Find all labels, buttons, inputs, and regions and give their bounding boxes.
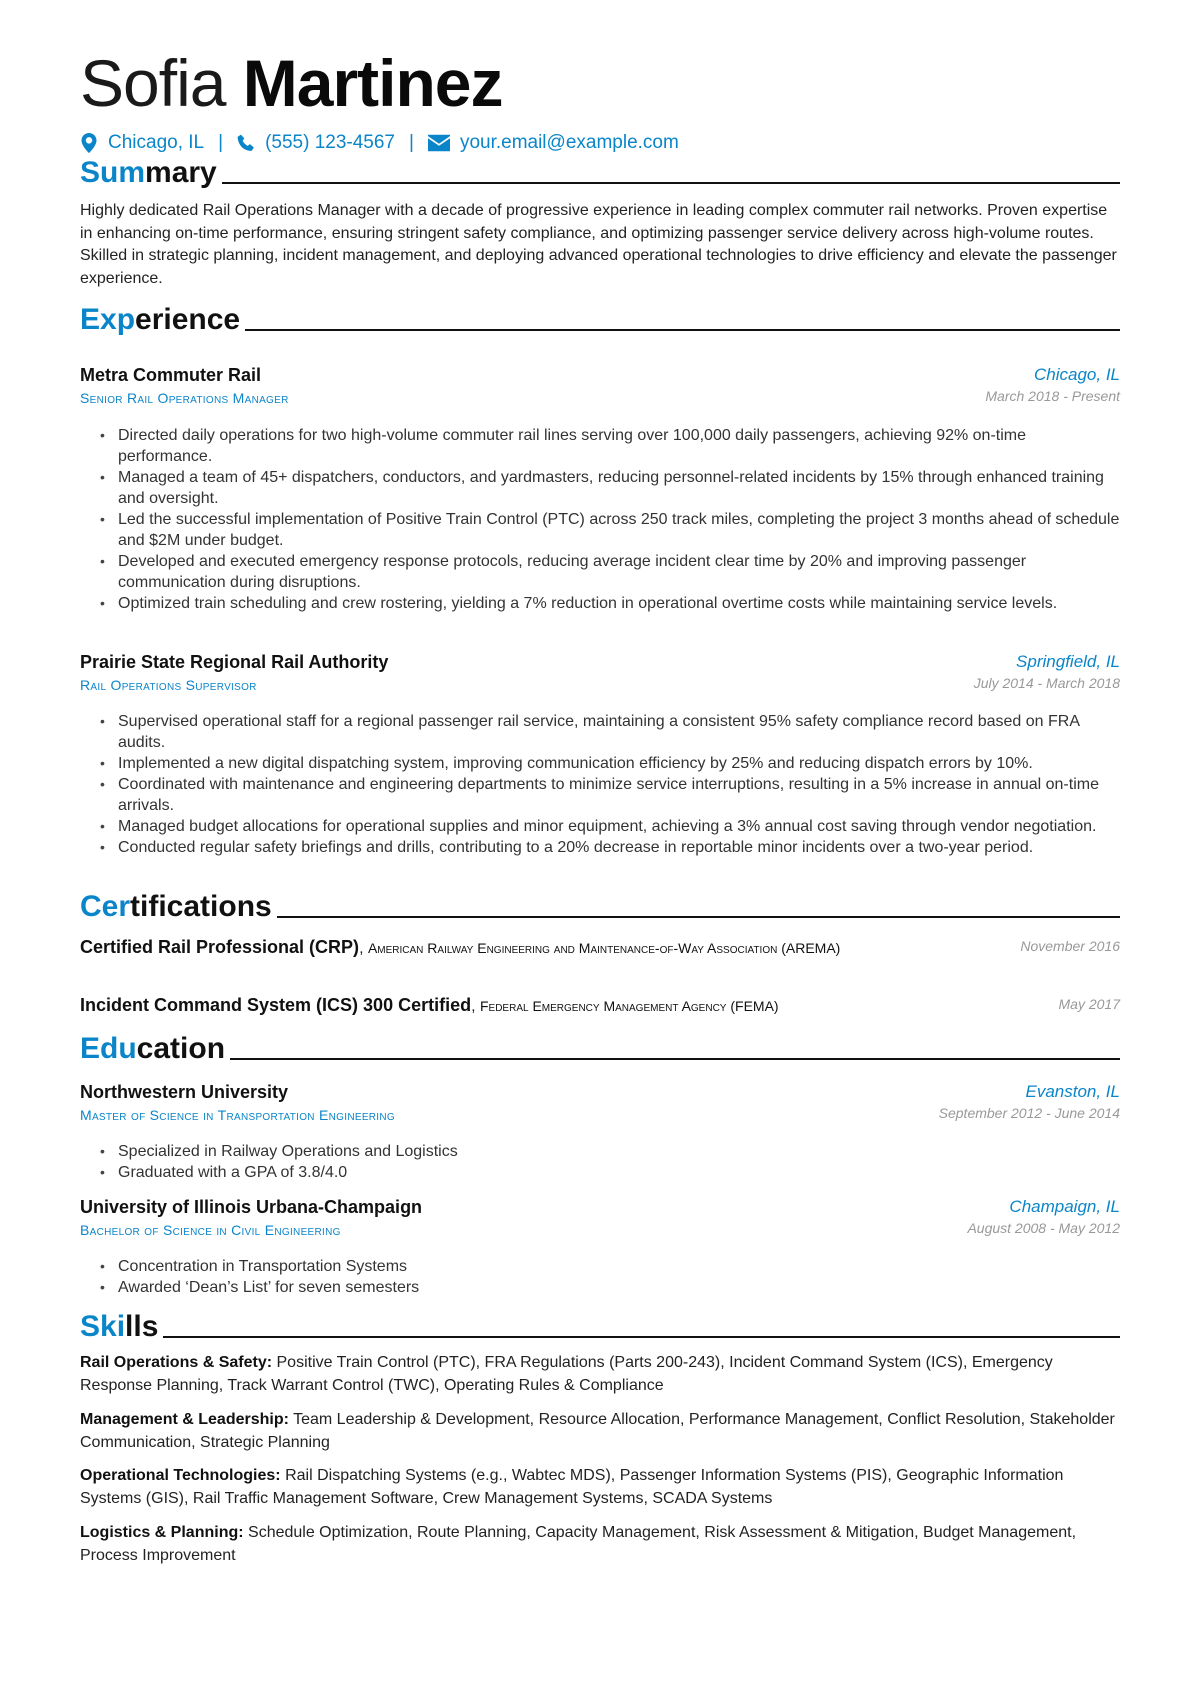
section-rule (277, 916, 1120, 918)
list-item: • Led the successful implementation of Positive Train Control (PTC) across 250 track miles, completing the project 3 months ahead of schedule and $2M under budget. (100, 509, 1120, 551)
list-item: • Managed budget allocations for operational supplies and minor equipment, achieving a 3% annual cost saving through vendor negotiation. (100, 816, 1120, 837)
certification-name: Incident Command System (ICS) 300 Certified (80, 995, 472, 1015)
job-location: Springfield, IL (1016, 652, 1120, 671)
employer-name: Prairie State Regional Rail Authority (80, 652, 389, 672)
skill-group (80, 1409, 1120, 1454)
job-location: Chicago, IL (1034, 365, 1120, 384)
section-rule (230, 1058, 1120, 1060)
list-item: • Managed a team of 45+ dispatchers, conductors, and yardmasters, reducing personnel-related incidents by 15% through enhanced training and oversight. (100, 467, 1120, 509)
skill-items: Schedule Optimization, Route Planning, Capacity Management, Risk Assessment & Mitigation, Budget Management, Process Improvement (80, 1524, 1077, 1564)
section-title: Skills (80, 1310, 159, 1343)
skill-group (80, 1352, 1120, 1397)
last-name: Martinez (242, 46, 503, 120)
first-name: Sofia (80, 46, 226, 120)
list-item: • Specialized in Railway Operations and Logistics (100, 1141, 1120, 1162)
skill-items: Team Leadership & Development, Resource Allocation, Performance Management, Conflict Resolution, Stakeholder Communication, Strategic Planning (80, 1411, 1115, 1451)
section-title: Summary (80, 156, 217, 189)
job-title: Rail Operations Supervisor (80, 677, 257, 693)
experience-bullets (100, 711, 1120, 858)
list-item: • Coordinated with maintenance and engineering departments to minimize service interruptions, resulting in a 5% increase in annual on-time arrivals. (100, 774, 1120, 816)
skill-items: Rail Dispatching Systems (e.g., Wabtec MDS), Passenger Information Systems (PIS), Geographic Information Systems (GIS), Rail Traffic Management Software, Crew Management Systems, SCADA Systems (80, 1467, 1064, 1507)
certification-issuer: Federal Emergency Management Agency (FEMA) (479, 998, 779, 1014)
skill-category: Logistics & Planning: (80, 1524, 244, 1541)
skill-items: Positive Train Control (PTC), FRA Regulations (Parts 200-243), Incident Command System (ICS), Emergency Response Planning, Track Warrant Control (TWC), Operating Rules & Compliance (80, 1354, 1053, 1394)
certification-name: Certified Rail Professional (CRP) (80, 937, 360, 957)
employer-name: Metra Commuter Rail (80, 365, 262, 385)
email-link: your.email@example.com (459, 132, 679, 153)
contact-line (80, 132, 679, 154)
section-heading-education (80, 1031, 1120, 1067)
contact-phone[interactable] (237, 132, 395, 154)
phone-icon (237, 133, 255, 153)
list-item: • Directed daily operations for two high-volume commuter rail lines serving over 100,000 daily passengers, achieving 92% on-time performance. (100, 425, 1120, 467)
section-heading-certifications (80, 889, 1120, 925)
list-item: • Concentration in Transportation Systems (100, 1256, 1120, 1277)
certification-item: Incident Command System (ICS) 300 Certified, Federal Emergency Management Agency (FEMA) May 2017 (80, 995, 1120, 1015)
section-heading-summary (80, 155, 1120, 191)
degree-title: Master of Science in Transportation Engineering (80, 1107, 395, 1123)
school-name: Northwestern University (80, 1082, 289, 1102)
education-dates: August 2008 - May 2012 (967, 1220, 1120, 1236)
school-name: University of Illinois Urbana-Champaign (80, 1197, 423, 1217)
section-title: Education (80, 1032, 226, 1065)
phone-text: (555) 123-4567 (265, 132, 395, 153)
section-rule (222, 182, 1120, 184)
map-marker-icon (80, 133, 98, 153)
certification-issuer: American Railway Engineering and Maintenance-of-Way Association (AREMA) (367, 940, 841, 956)
candidate-name (80, 38, 503, 128)
location-text: Chicago, IL (108, 132, 205, 153)
education-bullets (100, 1256, 1120, 1298)
section-heading-experience (80, 302, 1120, 338)
skill-group (80, 1465, 1120, 1510)
contact-email[interactable] (428, 132, 679, 154)
contact-location (80, 132, 204, 154)
skill-category: Management & Leadership: (80, 1411, 289, 1428)
skill-group (80, 1522, 1120, 1567)
section-rule (163, 1336, 1120, 1338)
skill-category: Rail Operations & Safety: (80, 1354, 273, 1371)
list-item: • Implemented a new digital dispatching system, improving communication efficiency by 25% and reducing dispatch errors by 10%. (100, 753, 1120, 774)
envelope-icon (428, 134, 450, 152)
school-location: Champaign, IL (1009, 1197, 1120, 1216)
degree-title: Bachelor of Science in Civil Engineering (80, 1222, 341, 1238)
job-title: Senior Rail Operations Manager (80, 390, 289, 406)
experience-bullets (100, 425, 1120, 614)
section-title: Certifications (80, 890, 272, 923)
education-bullets (100, 1141, 1120, 1183)
list-item: • Optimized train scheduling and crew rostering, yielding a 7% reduction in operational overtime costs while maintaining service levels. (100, 593, 1120, 614)
section-rule (245, 329, 1120, 331)
contact-separator: | (409, 132, 414, 153)
section-heading-skills (80, 1309, 1120, 1345)
certification-item: Certified Rail Professional (CRP), American Railway Engineering and Maintenance-of-Way Association (AREMA) November 2016 (80, 937, 1120, 957)
job-dates: July 2014 - March 2018 (973, 675, 1120, 691)
certification-date: May 2017 (1058, 996, 1120, 1012)
list-item: • Developed and executed emergency response protocols, reducing average incident clear time by 20% and improving passenger communication during disruptions. (100, 551, 1120, 593)
job-dates: March 2018 - Present (985, 388, 1120, 404)
list-item: • Graduated with a GPA of 3.8/4.0 (100, 1162, 1120, 1183)
certification-date: November 2016 (1020, 938, 1120, 954)
contact-separator: | (218, 132, 224, 153)
section-title: Experience (80, 303, 241, 336)
list-item: • Awarded ‘Dean’s List’ for seven semesters (100, 1277, 1120, 1298)
list-item: • Conducted regular safety briefings and drills, contributing to a 20% decrease in reportable minor incidents over a two-year period. (100, 837, 1120, 858)
skill-category: Operational Technologies: (80, 1467, 281, 1484)
education-dates: September 2012 - June 2014 (938, 1105, 1120, 1121)
summary-text: Highly dedicated Rail Operations Manager with a decade of progressive experience in leading complex commuter rail networks. Proven expertise in enhancing on-time performance, ensuring stringent safety compliance, and optimizing passenger service delivery across high-volume routes. Skilled in strategic planning, incident management, and deploying advanced operational technologies to drive efficiency and elevate the passenger experience. (80, 202, 1117, 287)
list-item: • Supervised operational staff for a regional passenger rail service, maintaining a consistent 95% safety compliance record based on FRA audits. (100, 711, 1120, 753)
school-location: Evanston, IL (1025, 1082, 1120, 1101)
